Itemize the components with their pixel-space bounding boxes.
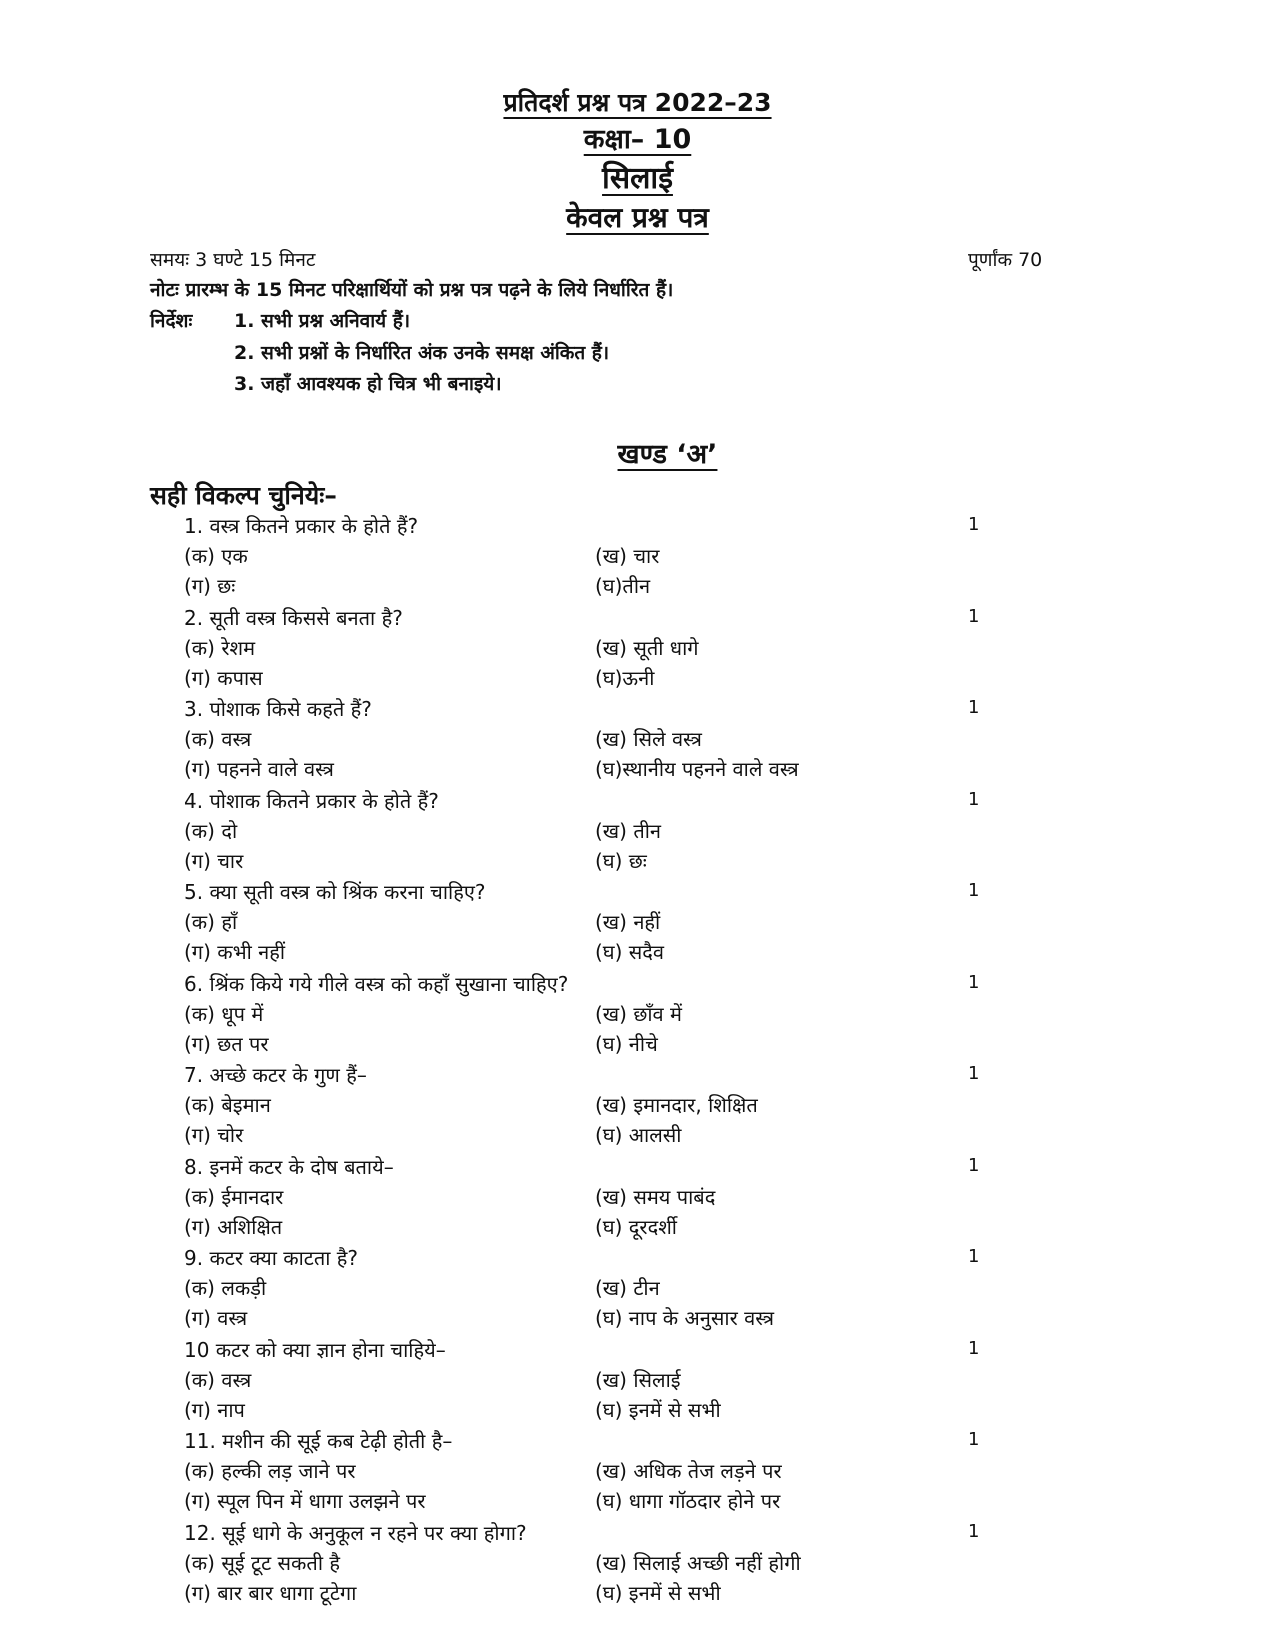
choose-heading: सही विकल्प चुनियेः– [150,481,337,510]
question-mark: 1 [968,1063,980,1084]
option-d: (घ)ऊनी [595,665,655,690]
option-d: (घ) छः [595,848,647,873]
option-c: (ग) नाप [184,1397,245,1422]
question-mark: 1 [968,514,980,535]
question-mark: 1 [968,1246,980,1267]
option-b: (ख) इमानदार, शिक्षित [595,1093,758,1117]
option-c: (ग) पहनने वाले वस्त्र [184,757,334,781]
question-mark: 1 [968,880,980,901]
question-item [0,787,1275,879]
question-mark: 1 [968,605,980,627]
option-d: (घ) सदैव [595,940,665,964]
question-text: 10 कटर को क्या ज्ञान होना चाहिये– [184,1337,446,1362]
option-d: (घ) दूरदर्शी [595,1214,677,1239]
question-item [0,695,1275,787]
option-c: (ग) चार [184,848,244,873]
instruction-item: 3. जहाँ आवश्यक हो चित्र भी बनाइये। [234,373,502,395]
question-text: 2. सूती वस्त्र किससे बनता है? [184,605,403,630]
option-c: (ग) कपास [184,665,263,690]
question-mark: 1 [968,971,980,993]
total-marks: पूर्णांक 70 [968,249,1043,271]
question-item [0,970,1275,1062]
option-c: (ग) अशिक्षित [184,1214,283,1239]
option-a: (क) हल्की लड़ जाने पर [184,1459,356,1483]
option-c: (ग) कभी नहीं [184,940,286,964]
question-text: 8. इनमें कटर के दोष बताये– [184,1154,394,1179]
question-text: 9. कटर क्या काटता है? [184,1246,359,1270]
note-text: नोटः प्रारम्भ के 15 मिनट परिक्षार्थियों को प्रश्न पत्र पढ़ने के लिये निर्धारित हैं। [150,279,674,301]
paper-type-title: केवल प्रश्न पत्र [566,201,709,234]
question-text: 12. सूई धागे के अनुकूल न रहने पर क्या होगा? [184,1520,527,1545]
option-b: (ख) चार [595,544,660,568]
option-d: (घ) नाप के अनुसार वस्त्र [595,1306,775,1330]
option-a: (क) बेइमान [184,1093,271,1117]
question-mark: 1 [968,1154,980,1176]
option-b: (ख) नहीं [595,910,661,934]
option-a: (क) एक [184,544,248,568]
question-text: 4. पोशाक कितने प्रकार के होते हैं? [184,788,439,813]
question-text: 6. श्रिंक किये गये गीले वस्त्र को कहाँ सुखाना चाहिए? [184,971,569,996]
question-text: 7. अच्छे कटर के गुण हैं– [184,1063,367,1087]
option-d: (घ) आलसी [595,1123,682,1147]
option-a: (क) ईमानदार [184,1184,284,1209]
question-item [0,1153,1275,1245]
option-d: (घ)स्थानीय पहनने वाले वस्त्र [595,757,799,781]
class-title: कक्षा– 10 [583,124,692,155]
instruction-item: 2. सभी प्रश्नों के निर्धारित अंक उनके समक्ष अंकित हैं। [234,342,610,364]
option-c: (ग) चोर [184,1123,244,1147]
option-d: (घ) इनमें से सभी [595,1397,721,1422]
option-c: (ग) छः [184,574,236,598]
question-text: 3. पोशाक किसे कहते हैं? [184,697,372,721]
question-item [0,512,1275,604]
option-a: (क) सूई टूट सकती है [184,1550,340,1575]
question-item [0,878,1275,970]
option-d: (घ) इनमें से सभी [595,1580,721,1605]
option-d: (घ) धागा गॉठदार होने पर [595,1489,781,1513]
time-allowed: समयः 3 घण्टे 15 मिनट [150,249,316,271]
option-a: (क) दो [184,818,238,843]
paper-header [0,90,1275,242]
question-text: 5. क्या सूती वस्त्र को श्रिंक करना चाहिए? [184,880,486,904]
option-a: (क) हाँ [184,910,238,934]
section-heading [0,434,1275,471]
subject-title: सिलाई [602,161,673,196]
question-mark: 1 [968,788,980,810]
option-c: (ग) वस्त्र [184,1306,248,1330]
option-d: (घ)तीन [595,574,651,598]
option-b: (ख) अधिक तेज लड़ने पर [595,1459,782,1483]
option-b: (ख) छाँव में [595,1001,682,1026]
option-c: (ग) बार बार धागा टूटेगा [184,1580,357,1605]
question-text: 11. मशीन की सूई कब टेढ़ी होती है– [184,1429,453,1453]
question-item [0,1336,1275,1428]
option-b: (ख) सूती धागे [595,635,699,660]
instruction-item: 1. सभी प्रश्न अनिवार्य हैं। [234,310,411,332]
option-b: (ख) सिलाई अच्छी नहीं होगी [595,1550,801,1575]
paper-title: प्रतिदर्श प्रश्न पत्र 2022–23 [503,88,772,117]
option-b: (ख) टीन [595,1276,660,1300]
option-d: (घ) नीचे [595,1031,658,1056]
option-a: (क) वस्त्र [184,1367,252,1392]
question-item [0,1244,1275,1336]
option-a: (क) धूप में [184,1001,264,1026]
question-item [0,1519,1275,1611]
question-list [0,512,1275,1610]
instructions-label: निर्देशः [150,310,193,332]
question-item [0,1427,1275,1519]
section-title: खण्ड ‘अ’ [617,439,718,470]
option-a: (क) रेशम [184,635,256,660]
option-b: (ख) सिले वस्त्र [595,727,702,751]
question-item [0,1061,1275,1153]
question-mark: 1 [968,1337,980,1359]
question-mark: 1 [968,1520,980,1542]
option-b: (ख) समय पाबंद [595,1184,716,1209]
question-mark: 1 [968,697,980,718]
option-b: (ख) सिलाई [595,1367,681,1392]
option-a: (क) लकड़ी [184,1276,267,1300]
question-item [0,604,1275,696]
option-c: (ग) स्पूल पिन में धागा उलझने पर [184,1489,426,1513]
question-text: 1. वस्त्र कितने प्रकार के होते हैं? [184,514,419,538]
option-a: (क) वस्त्र [184,727,252,751]
option-c: (ग) छत पर [184,1031,269,1056]
option-b: (ख) तीन [595,818,662,843]
question-mark: 1 [968,1429,980,1450]
